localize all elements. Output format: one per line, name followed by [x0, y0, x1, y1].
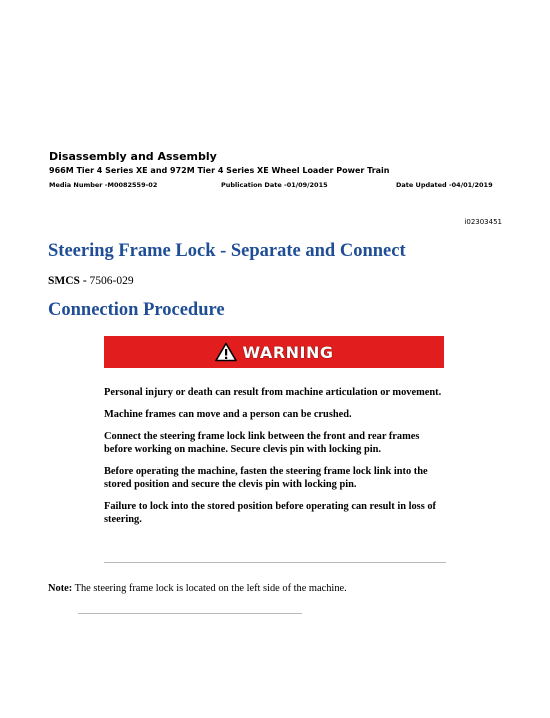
subsection-title: Connection Procedure: [48, 300, 225, 320]
warning-banner: [104, 336, 444, 368]
warning-label: WARNING: [242, 342, 334, 362]
warning-paragraph: Failure to lock into the stored position before operating can result in loss of steering.: [104, 501, 437, 525]
document-id: i02303451: [464, 218, 502, 226]
note-text: The steering frame lock is located on the left side of the machine.: [72, 583, 347, 594]
warning-paragraph: Machine frames can move and a person can be crushed.: [104, 409, 352, 420]
note: [48, 583, 347, 594]
media-number: Media Number -M0082559-02: [49, 181, 158, 189]
warning-paragraph: Connect the steering frame lock link between the front and rear frames before working on machine. Secure clevis pin with locking pin.: [104, 431, 420, 455]
date-updated: Date Updated -04/01/2019: [396, 181, 493, 189]
document-product-title: 966M Tier 4 Series XE and 972M Tier 4 Series XE Wheel Loader Power Train: [49, 166, 390, 175]
divider: [104, 562, 446, 563]
smcs-code: [48, 275, 134, 287]
note-label: Note:: [48, 583, 73, 594]
warning-paragraph: Personal injury or death can result from machine articulation or movement.: [104, 387, 442, 398]
section-title: Steering Frame Lock - Separate and Connect: [48, 241, 406, 261]
warning-paragraph: Before operating the machine, fasten the steering frame lock link into the stored position and secure the clevis pin with locking pin.: [104, 466, 428, 490]
divider: [78, 613, 302, 614]
document-category-title: Disassembly and Assembly: [49, 150, 217, 163]
smcs-label: SMCS -: [48, 275, 90, 287]
smcs-value: 7506-029: [89, 275, 134, 287]
warning-text: [104, 386, 449, 535]
publication-date: Publication Date -01/09/2015: [221, 181, 328, 189]
warning-triangle-icon: [215, 342, 237, 362]
